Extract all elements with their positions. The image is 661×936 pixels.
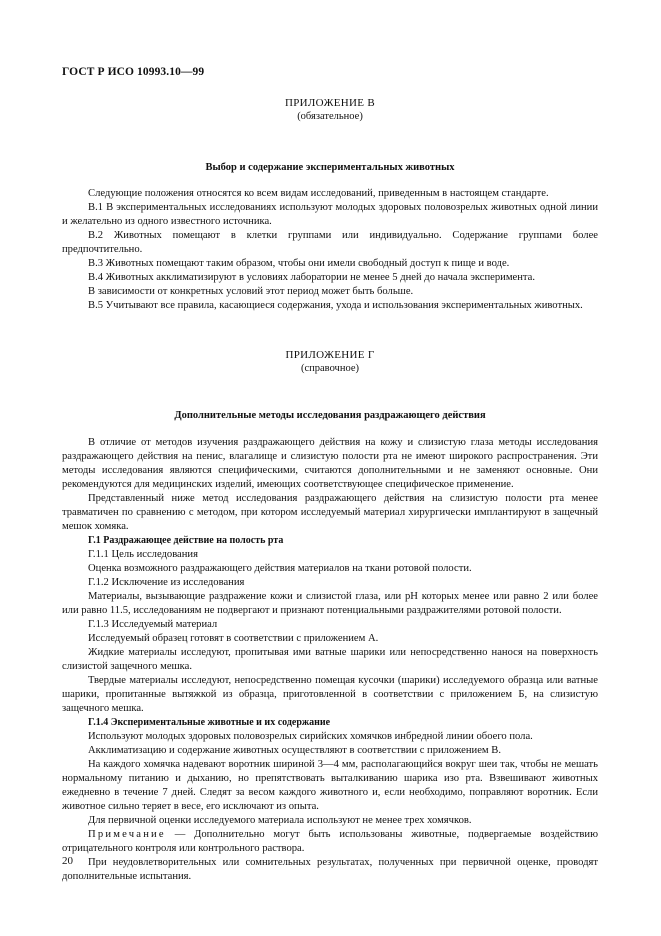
paragraph: Для первичной оценки исследуемого материала используют не менее трех хомячков. <box>88 815 472 826</box>
paragraph: В отличие от методов изучения раздражающего действия на кожу и слизистую глаза методы исследования раздражающего действия на пенис, влагалище и слизистую полости рта не имеют широкого распространения. Эти методы исследования являются специфическими, считаются дополнительными и не заменяют основные. Они рекомендуются для медицинских изделий, имеющих соответствующее специфическое применение. <box>62 437 598 490</box>
appendix-g-title: ПРИЛОЖЕНИЕ Г <box>285 349 375 361</box>
paragraph: В.3 Животных помещают таким образом, чтобы они имели свободный доступ к пище и воде. <box>88 258 510 269</box>
paragraph: В.5 Учитывают все правила, касающиеся содержания, ухода и использования экспериментальных животных. <box>88 300 583 311</box>
note-text: — Дополнительно могут быть использованы животные, подвергаемые воздействию отрицательного контроля или контрольного раствора. <box>62 829 598 854</box>
paragraph: Оценка возможного раздражающего действия материалов на ткани ротовой полости. <box>88 563 472 574</box>
paragraph: Представленный ниже метод исследования раздражающего действия на слизистую полости рта менее травматичен по сравнению с методом, при котором исследуемый материал хирургически имплантируют в защечный мешок хомяка. <box>62 493 598 532</box>
paragraph: В зависимости от конкретных условий этот период может быть больше. <box>88 286 414 297</box>
appendix-g-subtitle: (справочное) <box>301 363 359 374</box>
paragraph: Исследуемый образец готовят в соответствии с приложением А. <box>88 633 379 644</box>
paragraph: Используют молодых здоровых половозрелых сирийских хомячков инбредной линии обоего пола. <box>88 731 533 742</box>
page-number: 20 <box>62 855 73 867</box>
paragraph: Материалы, вызывающие раздражение кожи и слизистой глаза, или pH которых менее или равно 2 или более или равно 11.5, исследованиям не подвергают и признают потенциальными раздражителями ротовой полости. <box>62 591 598 616</box>
subsection-heading: Г.1.1 Цель исследования <box>88 549 198 560</box>
paragraph: Жидкие материалы исследуют, пропитывая ими ватные шарики или непосредственно нанося на поверхность слизистой защечного мешка. <box>62 647 598 672</box>
appendix-v-section-title: Выбор и содержание экспериментальных животных <box>205 162 455 173</box>
document-body <box>62 96 598 884</box>
paragraph: В.1 В экспериментальных исследованиях используют молодых здоровых половозрелых животных одной линии и желательно из одного известного источника. <box>62 202 598 227</box>
section-heading-g1: Г.1 Раздражающее действие на полость рта <box>88 535 284 546</box>
appendix-g-section-title: Дополнительные методы исследования раздражающего действия <box>174 410 486 421</box>
note-label: Примечание <box>88 829 166 840</box>
paragraph: Следующие положения относятся ко всем видам исследований, приведенным в настоящем стандарте. <box>88 188 549 199</box>
note <box>62 828 598 856</box>
appendix-v-subtitle: (обязательное) <box>297 111 363 122</box>
section-heading-g14: Г.1.4 Экспериментальные животные и их содержание <box>88 717 331 728</box>
subsection-heading: Г.1.3 Исследуемый материал <box>88 619 218 630</box>
paragraph: При неудовлетворительных или сомнительных результатах, полученных при первичной оценке, проводят дополнительные испытания. <box>62 857 598 882</box>
document-header: ГОСТ Р ИСО 10993.10—99 <box>62 66 205 78</box>
appendix-v-title: ПРИЛОЖЕНИЕ В <box>284 97 375 109</box>
paragraph: На каждого хомячка надевают воротник шириной 3—4 мм, располагающийся вокруг шеи так, чтобы не мешать нормальному питанию и дыханию, но препятствовать выталкиванию шарика изо рта. Взвешивают животных ежедневно в течение 7 дней. Следят за весом каждого животного и, если необходимо, поправляют воротник. Если животное сильно теряет в весе, его исключают из опыта. <box>62 759 598 812</box>
paragraph: Твердые материалы исследуют, непосредственно помещая кусочки (шарики) исследуемого образца или ватные шарики, пропитанные вытяжкой из образца, приготовленной в соответствии с приложением Б, на слизистую защечного мешка. <box>62 675 598 714</box>
paragraph: В.4 Животных акклиматизируют в условиях лаборатории не менее 5 дней до начала эксперимента. <box>88 272 536 283</box>
paragraph: Акклиматизацию и содержание животных осуществляют в соответствии с приложением В. <box>88 745 501 756</box>
paragraph: В.2 Животных помещают в клетки группами или индивидуально. Содержание группами более предпочтительно. <box>62 230 598 255</box>
subsection-heading: Г.1.2 Исключение из исследования <box>88 577 245 588</box>
